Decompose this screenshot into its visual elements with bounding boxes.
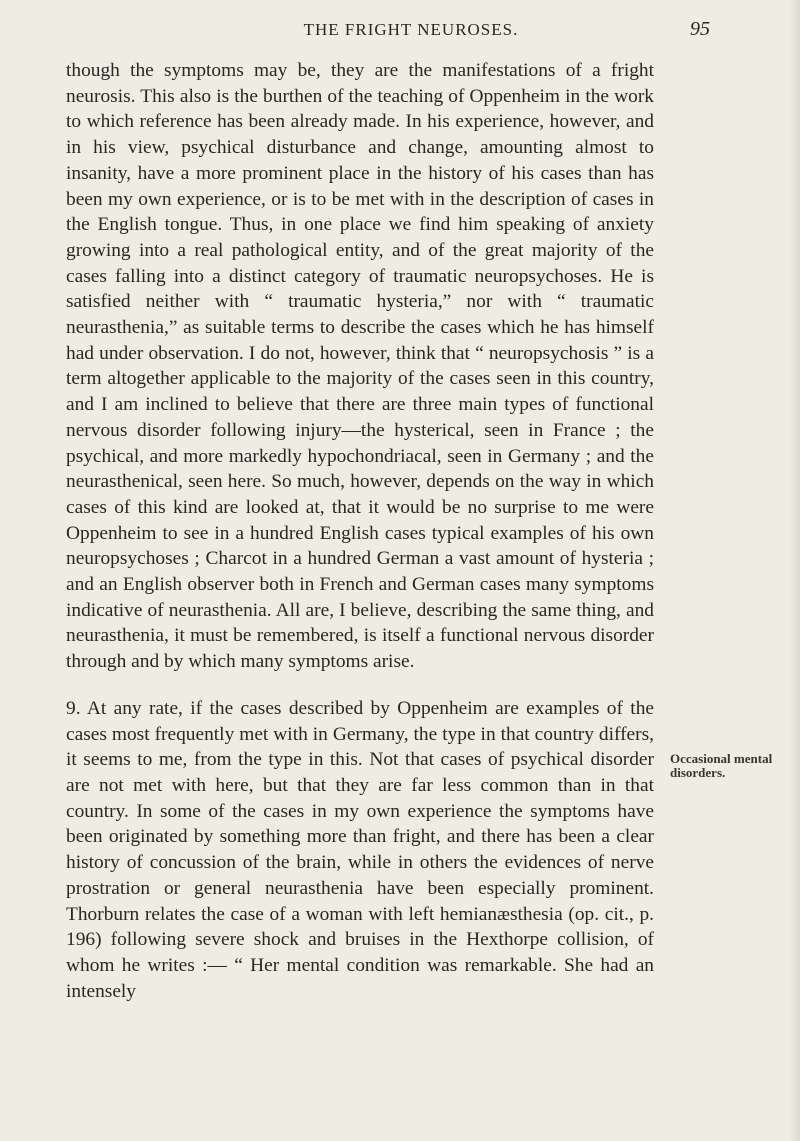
- margin-note: Occasional mental disorders.: [670, 751, 773, 780]
- page-edge: [790, 0, 800, 1141]
- paragraph-1: though the symptoms may be, they are the manifestations of a fright neurosis. This also is the burthen of the teaching of Oppenheim in the work to which reference has been already made. In his experience, however, and in his view, psychical disturbance and change, amounting almost to insanity, have a more prominent place in the history of his cases than has been my own experience, or is to be met with in the description of cases in the English tongue. Thus, in one place we find him speaking of anxiety growing into a real pathological entity, and of the great majority of the cases falling into a distinct category of traumatic neuropsychoses. He is satisfied neither with “ traumatic hysteria,” nor with “ traumatic neurasthenia,” as suitable terms to describe the cases which he has himself had under observation. I do not, however, think that “ neuropsychosis ” is a term altogether applicable to the majority of the cases seen in this country, and I am inclined to believe that there are three main types of functional nervous disorder following injury—the hysterical, seen in France ; the psychical, and more markedly hypochondriacal, seen in Germany ; and the neurasthenical, seen here. So much, however, depends on the way in which cases of this kind are looked at, that it would be no surprise to me were Oppenheim to see in a hundred English cases typical examples of his own neuropsychoses ; Charcot in a hundred German a vast amount of hysteria ; and an English observer both in French and German cases many symptoms indicative of neurasthenia. All are, I believe, describing the same thing, and neurasthenia, it must be remembered, is itself a functional nervous disorder through and by which many symptoms arise.: [66, 60, 654, 673]
- paragraph-2: 9. At any rate, if the cases described by Oppenheim are examples of the cases most frequently met with in Germany, the type in that country differs, it seems to me, from the type in this. Not that cases of psychical disorder are not met with here, but that they are far less common than in that country. In some of the cases in my own experience the symptoms have been originated by something more than fright, and there has been a clear history of concussion of the brain, while in others the evidences of nerve prostration or general neurasthenia have been especially prominent. Thorburn relates the case of a woman with left hemianæsthesia (op. cit., p. 196) following severe shock and bruises in the Hexthorpe collision, of whom he writes :— “ Her mental condition was remarkable. She had an intensely: [66, 697, 654, 1002]
- body-text: [66, 58, 654, 1004]
- page-header: [66, 18, 756, 46]
- running-head: THE FRIGHT NEUROSES.: [303, 20, 519, 39]
- page-number: 95: [690, 18, 710, 40]
